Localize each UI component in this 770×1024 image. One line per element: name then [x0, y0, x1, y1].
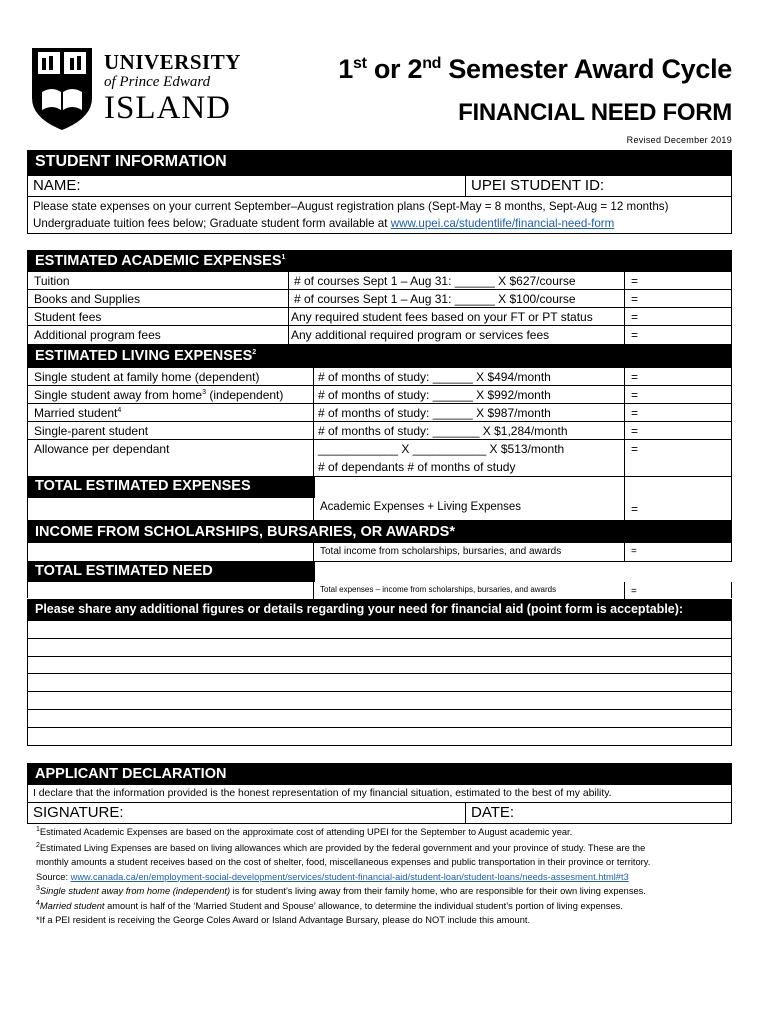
form-title: FINANCIAL NEED FORM — [458, 99, 732, 126]
registration-note: Please state expenses on your current September–August registration plans (Sept-May = 8 months, Sept-Aug = 12 months) — [33, 200, 669, 213]
dependant-caption-row: # of dependants # of months of study — [318, 460, 516, 474]
logo-line2: of Prince Edward — [104, 74, 211, 90]
upei-crest-icon — [30, 46, 94, 132]
footnotes: $^1$Estimated Academic Expenses are based on the approximate cost of attending UPEI for the September to August academic year. $^2$Estimated Living Expenses are based on living allowances which are provided by the federal government and your province of study. These are the monthly amounts a student receives based on the cost of shelter, food, miscellaneous expenses and public transportation in their province or territory. Source: www.canada.ca/en/employment-social-development/services/student-financial-aid/student-loan/student-loans/needs-assesment.html#t3 $^3$Single student away from home (independent) is for student’s living away from their family home, who are responsible for their own living expenses. $^4$Married student amount is half of the ‘Married Student and Spouse’ allowance, to determine the individual student’s portion of living expenses. *If a PEI resident is receiving the George Coles Award or Island Advantage Bursary, please do NOT include this amount. — [36, 825, 736, 928]
total-expenses-desc: Academic Expenses + Living Expenses — [320, 501, 522, 513]
living-row: Allowance per dependant ____________ X ___________ X $513/month = — [34, 442, 639, 456]
footnote-pei: *If a PEI resident is receiving the George Coles Award or Island Advantage Bursary, please do NOT include this amount. — [36, 915, 531, 925]
academic-row: Tuition # of courses Sept 1 – Aug 31: ______ X $627/course = — [34, 274, 639, 288]
revised-date: Revised December 2019 — [626, 135, 732, 145]
living-row: Single-parent student # of months of study: _______ X $1,284/month = — [34, 424, 639, 438]
income-header: INCOME FROM SCHOLARSHIPS, BURSARIES, OR AWARDS* — [27, 521, 732, 543]
footnote-3: $^3$Single student away from home (independent) is for student’s living away from their family home, who are responsible for their own living expenses. — [36, 884, 646, 896]
footnote-2: $^2$Estimated Living Expenses are based on living allowances which are provided by the federal government and your province of study. These are the — [36, 841, 646, 853]
tuition-note: Undergraduate tuition fees below; Graduate student form available at www.upei.ca/studentlife/financial-need-form — [33, 217, 615, 230]
academic-row: Books and Supplies # of courses Sept 1 – Aug 31: ______ X $100/course = — [34, 292, 639, 306]
needs-assessment-link[interactable]: www.canada.ca/en/employment-social-development/services/student-financial-aid/student-loan/student-loans/needs-assesment.html#t3 — [70, 871, 629, 882]
academic-row: Student fees Any required student fees based on your FT or PT status = — [34, 310, 639, 324]
signature-field[interactable]: SIGNATURE: — [33, 804, 124, 821]
total-need-desc: Total expenses – income from scholarships, bursaries, and awards — [320, 585, 557, 594]
name-label: NAME: — [33, 177, 81, 194]
student-id-field[interactable] — [467, 176, 730, 196]
student-info-header: STUDENT INFORMATION — [27, 150, 732, 176]
declaration-text: I declare that the information provided is the honest representation of my financial situation, estimated to the best of my ability. — [33, 788, 612, 799]
living-row: Single student away from home$^3$ (independent) # of months of study: ______ X $992/month = — [34, 388, 639, 402]
additional-details-header: Please share any additional figures or details regarding your need for financial aid (point form is acceptable): — [27, 599, 732, 621]
total-expenses-header: TOTAL ESTIMATED EXPENSES — [27, 476, 315, 498]
name-field[interactable] — [29, 176, 463, 196]
total-need-header: TOTAL ESTIMATED NEED — [27, 562, 315, 582]
living-expenses-header: ESTIMATED LIVING EXPENSES$^2$ — [27, 344, 732, 368]
total-expenses-eq: = — [631, 502, 639, 516]
footnote-1: $^1$Estimated Academic Expenses are based on the approximate cost of attending UPEI for the September to August academic year. — [36, 825, 573, 837]
academic-row: Additional program fees Any additional required program or services fees = — [34, 328, 639, 342]
academic-expenses-header: ESTIMATED ACADEMIC EXPENSES$^1$ — [27, 250, 732, 272]
date-field[interactable]: DATE: — [471, 804, 515, 821]
upei-logo — [30, 46, 241, 132]
logo-line1: UNIVERSITY — [104, 50, 241, 74]
income-desc: Total income from scholarships, bursaries, and awards — [320, 546, 562, 557]
footnote-4: $^4$Married student amount is half of the ‘Married Student and Spouse’ allowance, to determine the individual student’s portion of living expenses. — [36, 899, 623, 911]
graduate-form-link[interactable]: www.upei.ca/studentlife/financial-need-form — [390, 217, 615, 230]
logo-line3: ISLAND — [104, 90, 231, 126]
total-need-eq: = — [631, 586, 637, 597]
living-row: Single student at family home (dependent) # of months of study: ______ X $494/month = — [34, 370, 639, 384]
declaration-header: APPLICANT DECLARATION — [27, 763, 732, 785]
income-eq: = — [631, 546, 637, 557]
living-row: Married student$^4$ # of months of study: ______ X $987/month = — [34, 406, 639, 420]
award-cycle-title: 1st or 2nd Semester Award Cycle — [338, 54, 732, 84]
student-id-label: UPEI STUDENT ID: — [471, 177, 605, 194]
